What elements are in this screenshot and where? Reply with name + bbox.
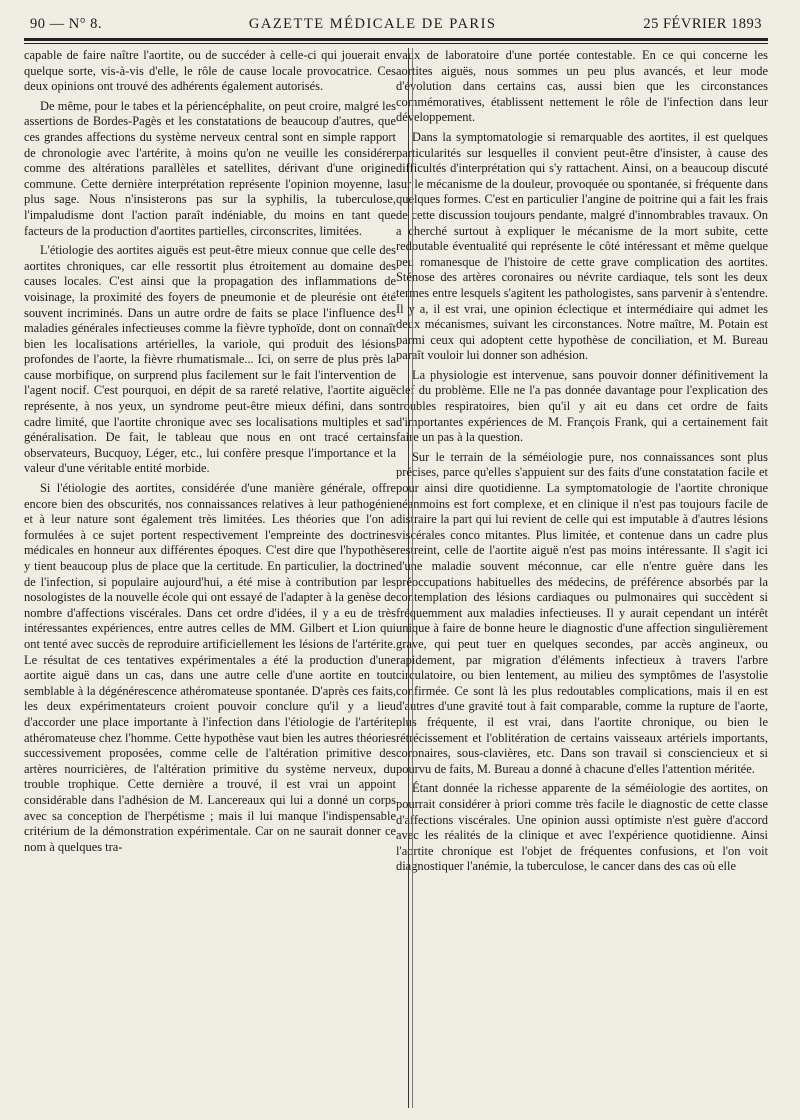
paragraph: Dans la symptomatologie si remarquable des aortites, il est quelques particularités sur lesquelles il convient peut-être d'insister, à cause des difficultés d'interprétation qui s'y rattachent. Ainsi, on a beaucoup discuté sur le mécanisme de la douleur, provoquée ou spontanée, si fréquente dans quelques formes. C'est en particulier l'angine de poitrine qui a fait les frais de cette discussion toujours pendante, malgré d'innombrables travaux. On a cherché surtout à expliquer le mécanisme de la mort subite, cette redoutable éventualité qui représente le côté intéressant et même quelque peu romanesque de l'histoire de cette grave complication des aortites. Sténose des artères coronaires ou névrite cardiaque, tels sont les deux termes entre lesquels s'agitent les pathologistes, sans parvenir à s'entendre. Il y a, il est vrai, une opinion éclectique et intermédiaire qui admet les deux mécanismes, suivant les circonstances. Notre maître, M. Potain est parmi ceux qui adoptent cette hypothèse de conciliation, et M. Bureau paraît vouloir lui donner son adhésion. <box>396 129 768 363</box>
paragraph: capable de faire naître l'aortite, ou de succéder à celle-ci qui jouerait en quelque sorte, vis-à-vis d'elle, le rôle de cause locale provocatrice. Ces deux opinions ont trouvé des adhérents également autorisés. <box>24 48 396 94</box>
issue-date: 25 FÉVRIER 1893 <box>643 16 762 32</box>
column-divider <box>408 48 409 1108</box>
header-rule-thick <box>24 38 768 41</box>
paragraph: vaux de laboratoire d'une portée contestable. En ce qui concerne les aortites aiguës, nous sommes un peu plus avancés, et leur mode d'évolution dans certains cas, aussi bien que les circonstances commémoratives, établissent nettement le rôle de l'infection dans leur développement. <box>396 48 768 125</box>
header-rule-thin <box>24 43 768 44</box>
article-columns <box>24 48 768 879</box>
paragraph: Sur le terrain de la séméiologie pure, nos connaissances sont plus précises, parce qu'elles s'appuient sur des faits d'une constatation facile et pour ainsi dire quotidienne. La symptomatologie de l'aortite chronique néanmoins est fort complexe, et en clinique il n'est pas toujours facile de distraire la part qui lui revient de celle qui est imputable à d'autres lésions viscérales conco mitantes. Plus limitée, et contenue dans un cadre plus restreint, celle de l'aortite aiguë n'est pas moins intéressante. Il s'agit ici d'une maladie souvent méconnue, car elle n'entre guère dans les préoccupations habituelles des médecins, de préférence absorbés par la contemplation des lésions cardiaques ou pulmonaires qui succèdent si fréquemment aux maladies infectieuses. Il y aurait cependant un intérêt unique à faire de bonne heure le diagnostic d'une affection singulièrement grave, qui peut tuer en quelques secondes, par accès angineux, ou rapidement, par migration d'éléments infectieux à travers l'arbre circulatoire, ou bien lentement, au milieu des symptômes de l'asystolie confirmée. Ce sont là les plus redoutables complications, mais il en est d'autres d'une gravité tout à fait comparable, comme la rupture de l'aorte, plus fréquente, il est vrai, dans l'aortite chronique, ou bien le rétrécissement et l'oblitération de certains vaisseaux artériels importants, coronaires, sous-clavières, etc. Dans son travail si consciencieux et si pourvu de faits, M. Bureau a donné à chacune d'elles l'attention méritée. <box>396 449 768 776</box>
right-column <box>396 48 768 879</box>
paragraph: L'étiologie des aortites aiguës est peut-être mieux connue que celle des aortites chroniques, car elle ressortit plus étroitement au domaine des causes locales. C'est ainsi que la propagation des inflammations de voisinage, la proximité des foyers de pneumonie et de pleurésie ont été souvent incriminés. Dans un autre ordre de faits se place l'influence des maladies générales infectieuses comme la fièvre typhoïde, dont on connaît bien les localisations artérielles, la variole, qui produit des lésions profondes de l'aorte, la fièvre rhumatismale... Ici, on serre de plus près la cause morbifique, on surprend plus facilement sur le fait l'intervention de l'agent nocif. C'est pourquoi, en dépit de sa rareté relative, l'aortite aiguë représente, à nos yeux, un syndrome peut-être mieux défini, dans son cadre limité, que l'aortite chronique avec ses localisations multiples et sa généralisation. De fait, le tableau que nous en ont tracé certains observateurs, Bucquoy, Léger, etc., lui confère presque l'importance et la valeur d'une véritable entité morbide. <box>24 243 396 476</box>
paragraph: Si l'étiologie des aortites, considérée d'une manière générale, offre encore bien des obscurités, nos connaissances relatives à leur pathogénie et à leur nature sont également très limitées. Les théories que l'on a formulées à ce sujet portent respectivement l'empreinte des doctrines médicales en honneur aux différentes époques. C'est dire que l'hypothèse y tient beaucoup plus de place que la certitude. En particulier, la doctrine de l'infection, si populaire aujourd'hui, a été mise à contribution par les nosologistes de la nouvelle école qui ont essayé de l'adapter à la genèse de nombre d'affections viscérales. Dans cet ordre d'idées, il y a eu de très intéressantes expériences, entre autres celles de MM. Gilbert et Lion qui ont tenté avec succès de reproduire artificiellement les lésions de l'artérite. Le résultat de ces tentatives expérimentales a été la production d'une aortite aiguë dans un cas, dans une autre celle d'une aortite en tout semblable à la dégénérescence athéromateuse spontanée. D'après ces faits, les deux expérimentateurs croient pouvoir conclure qu'il y a lieu d'accorder une place importante à l'infection dans l'étiologie de l'artérite athéromateuse chez l'homme. Cette hypothèse vaut bien les autres théories successivement proposées, comme celle de l'altération primitive des artères nourricières, de l'altération primitive du système nerveux, du trouble trophique. Cette dernière a trouvé, il est vrai un appoint considérable dans l'adhésion de M. Lancereaux qui lui a donné un corps avec sa conception de l'herpétisme ; mais il lui manque l'indispensable critérium de la démonstration expérimentale. Car on ne saurait donner ce nom à quelques tra- <box>24 481 396 854</box>
page-header <box>24 16 768 36</box>
page-number: 90 — N° 8. <box>30 16 103 32</box>
column-divider <box>412 48 413 1108</box>
journal-title: GAZETTE MÉDICALE DE PARIS <box>248 16 497 32</box>
paragraph: La physiologie est intervenue, sans pouvoir donner définitivement la clef du problème. Elle ne l'a pas donnée davantage pour l'explication des troubles respiratoires, bien qu'il y ait eu dans cet ordre de faits d'importantes expériences de M. François Frank, qui a certainement fait faire un pas à la question. <box>396 367 768 445</box>
paragraph: De même, pour le tabes et la périencéphalite, on peut croire, malgré les assertions de Bordes-Pagès et les constatations de beaucoup d'autres, que ces grandes affections du système nerveux central sont en simple rapport de chronologie avec l'artérite, à moins qu'on ne veuille les considérer comme des altérations parallèles et satellites, dérivant d'une origine commune. Cette dernière interprétation représente l'opinion moyenne, la plus sage. Nous n'insisterons pas sur la syphilis, la tuberculose, l'impaludisme dont l'action paraît indéniable, du moins en tant que facteurs de la production d'aortites partielles, circonscrites, limitées. <box>24 98 396 238</box>
paragraph: Étant donnée la richesse apparente de la séméiologie des aortites, on pourrait considérer à priori comme très facile le diagnostic de cette classe d'affections viscérales. Une opinion aussi optimiste n'est guère d'accord avec les réalités de la clinique et avec l'expérience quotidienne. Ainsi l'aortite chronique est l'objet de fréquentes confusions, et l'on voit diagnostiquer l'anémie, la tuberculose, le cancer dans des cas où elle <box>396 781 768 874</box>
left-column <box>24 48 396 859</box>
